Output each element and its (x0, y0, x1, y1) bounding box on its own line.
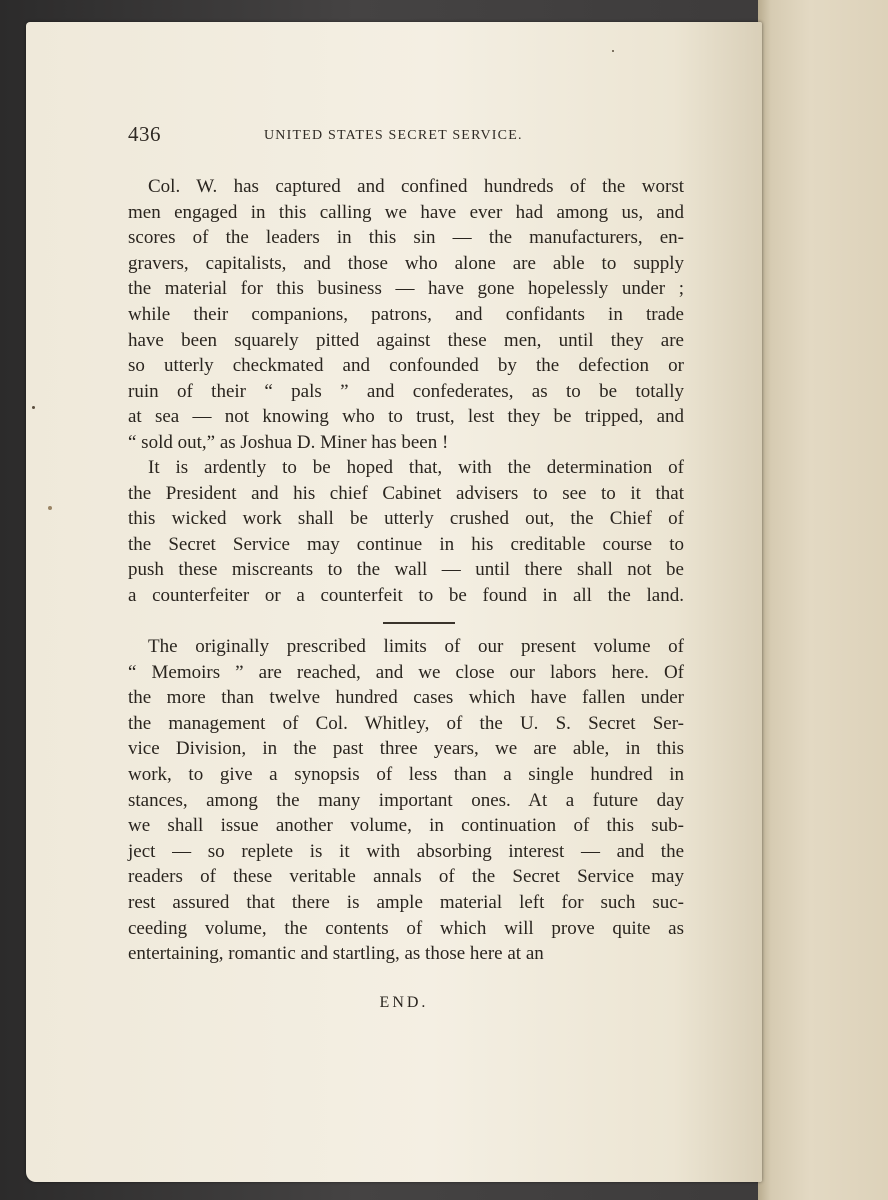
text-line: gravers, capitalists, and those who alone are able to supply (128, 252, 684, 274)
text-line: a counterfeiter or a counterfeit to be found in all the land. (128, 584, 684, 606)
text-line: while their companions, patrons, and confidants in trade (128, 303, 684, 325)
text-line: readers of these veritable annals of the Secret Service may (128, 866, 684, 888)
text-line: “ sold out,” as Joshua D. Miner has been ! (128, 431, 449, 453)
text-line: have been squarely pitted against these men, until they are (128, 329, 684, 351)
text-line: the management of Col. Whitley, of the U. S. Secret Ser- (128, 712, 684, 734)
text-line: the more than twelve hundred cases which have fallen under (128, 687, 684, 709)
paragraph-1 (128, 174, 684, 456)
text-line: The originally prescribed limits of our present volume of (148, 636, 684, 657)
paper-speck (612, 50, 614, 52)
text-line: rest assured that there is ample material left for such suc- (128, 891, 684, 913)
text-line: at sea — not knowing who to trust, lest they be tripped, and (128, 406, 684, 428)
text-line: push these miscreants to the wall — until there shall not be (128, 559, 684, 581)
text-line: this wicked work shall be utterly crushed out, the Chief of (128, 508, 684, 530)
facing-page-edge (758, 0, 888, 1200)
running-title: UNITED STATES SECRET SERVICE. (264, 128, 523, 143)
text-line: vice Division, in the past three years, we are able, in this (128, 738, 684, 760)
text-line: men engaged in this calling we have ever had among us, and (128, 201, 684, 223)
text-line: ruin of their “ pals ” and confederates, as to be totally (128, 380, 684, 402)
text-line: “ Memoirs ” are reached, and we close our labors here. Of (128, 661, 684, 683)
text-line: ject — so replete is it with absorbing interest — and the (128, 840, 684, 862)
text-line: work, to give a synopsis of less than a single hundred in (128, 763, 684, 785)
text-line: stances, among the many important ones. At a future day (128, 789, 684, 811)
paragraph-2 (128, 455, 684, 609)
end-mark: END. (379, 994, 429, 1011)
paragraph-3 (128, 634, 684, 967)
text-line: ceeding volume, the contents of which will prove quite as (128, 917, 684, 939)
page-number: 436 (128, 122, 161, 146)
text-line: so utterly checkmated and confounded by the defection or (128, 355, 684, 377)
text-line: the President and his chief Cabinet advisers to see to it that (128, 482, 684, 504)
text-line: we shall issue another volume, in continuation of this sub- (128, 815, 684, 837)
text-line: scores of the leaders in this sin — the manufacturers, en- (128, 227, 684, 249)
section-divider (383, 622, 455, 624)
text-line: the material for this business — have gone hopelessly under ; (128, 278, 684, 300)
paper-speck (48, 506, 52, 510)
text-line: Col. W. has captured and confined hundreds of the worst (148, 176, 684, 197)
text-line: entertaining, romantic and startling, as those here at an (128, 943, 544, 965)
running-head (128, 122, 558, 152)
text-line: the Secret Service may continue in his creditable course to (128, 533, 684, 555)
text-line: It is ardently to be hoped that, with the determination of (148, 457, 684, 478)
paper-speck (32, 406, 35, 409)
